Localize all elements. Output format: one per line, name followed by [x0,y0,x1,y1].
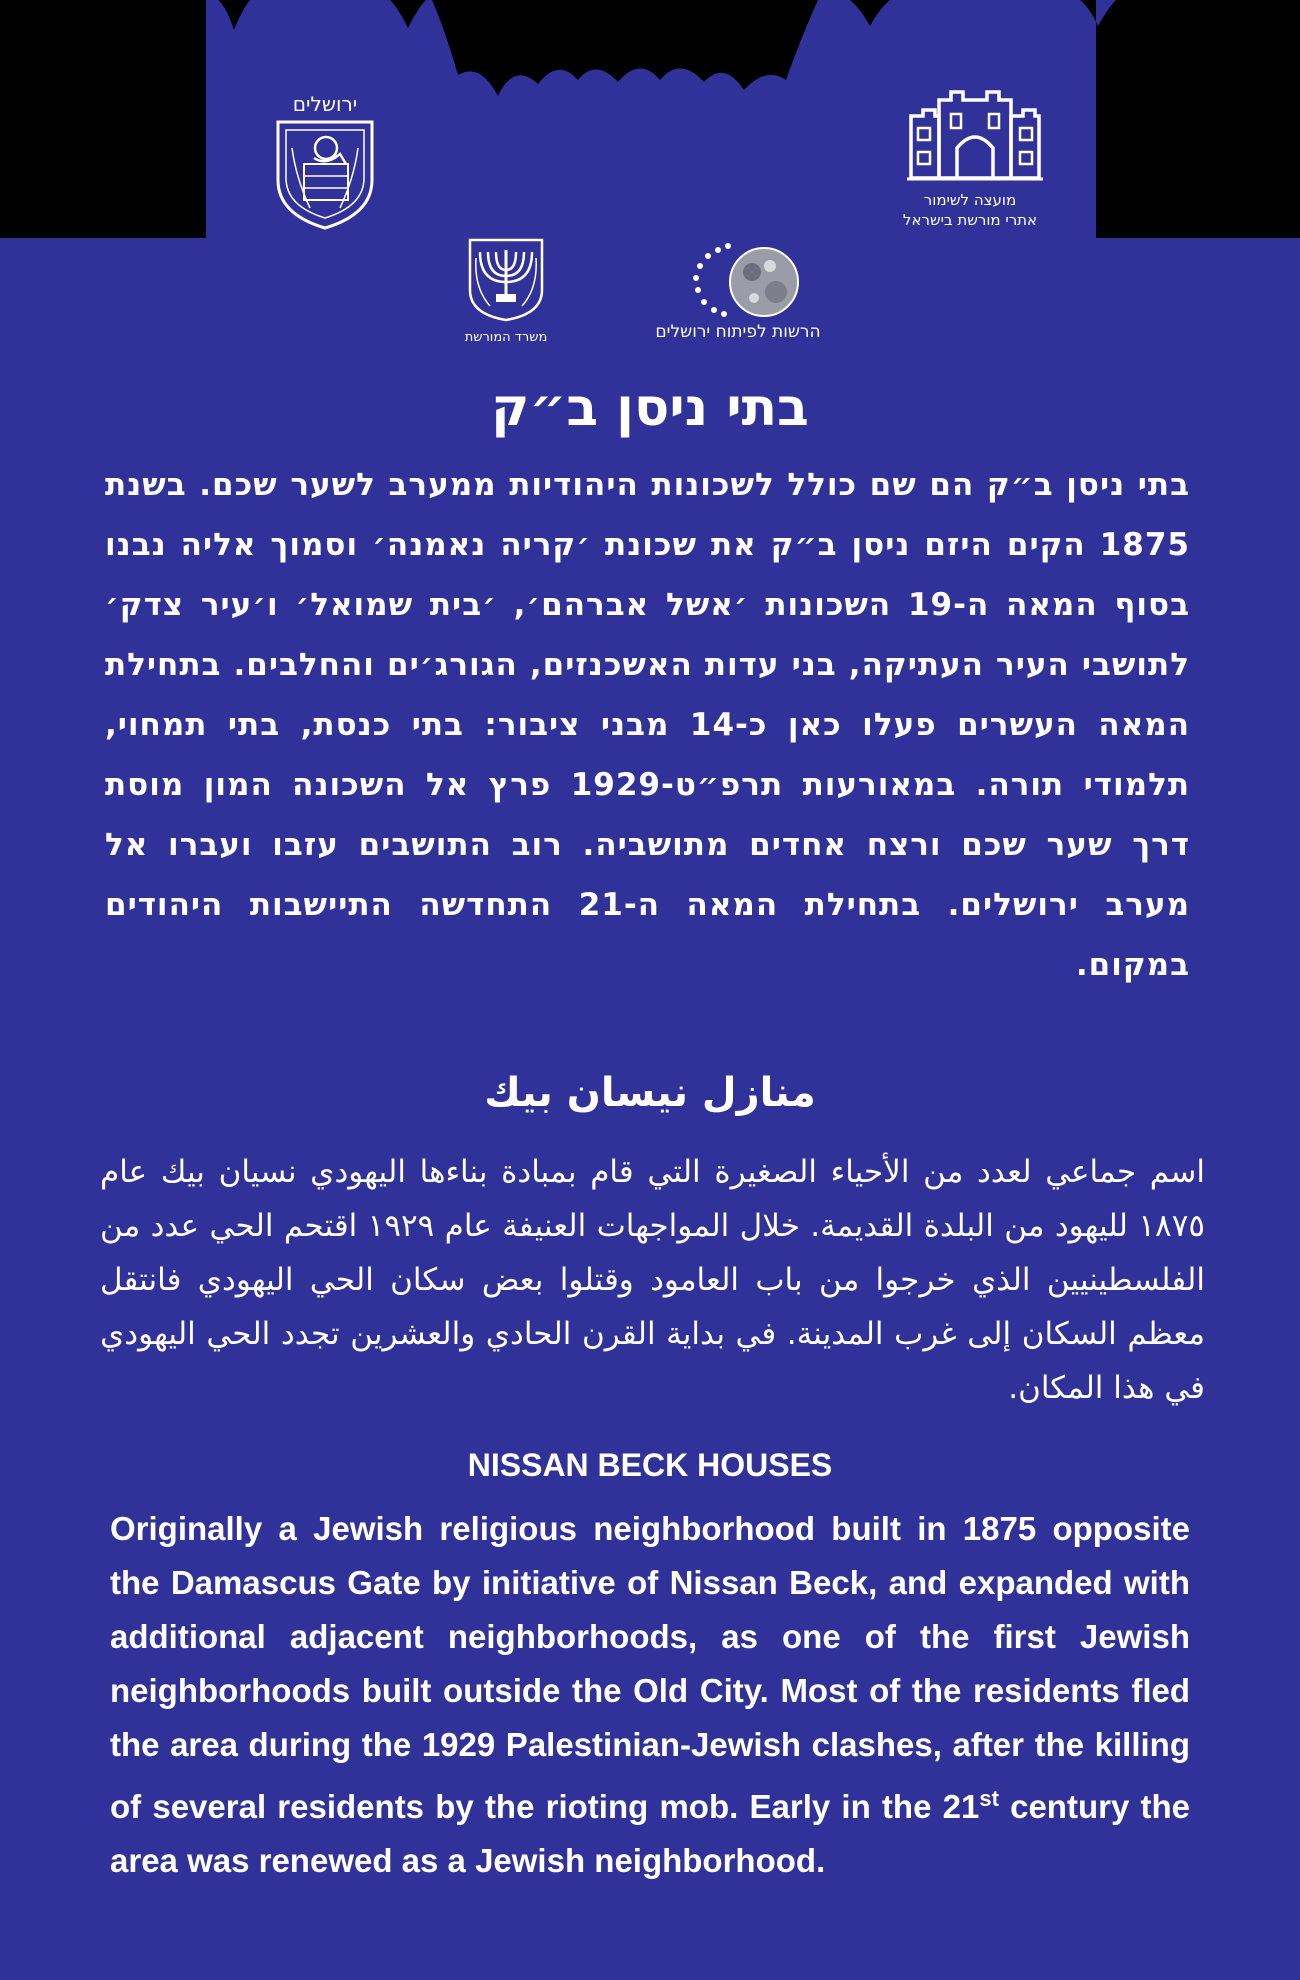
english-body-part2: century the area was renewed as a Jewish neighborhood. [110,1788,1191,1879]
arabic-body: اسم جماعي لعدد من الأحياء الصغيرة التي قام بمبادة بناءها اليهودي نسيان بيك عام ١٨٧٥ لليهود من البلدة القديمة. خلال المواجهات العنيفة عام ١٩٢٩ اقتحم الحي عدد من الفلسطينيين الذي خرجوا من باب العامود وقتلوا بعض سكان الحي اليهودي فانتقل معظم السكان إلى غرب المدينة. في بداية القرن الحادي والعشرين تجدد الحي اليهودي في هذا المكان. [100,1154,1205,1406]
heritage-council-caption [870,190,1070,230]
heritage-ministry-caption: משרד המורשת [464,330,548,345]
heritage-council-caption-line1: מועצה לשימור [923,191,1017,209]
english-body [110,1502,1190,1888]
globe-dots-icon [668,242,808,322]
jerusalem-emblem-logo [270,92,380,232]
arabic-title: منازل نيسان بيك [484,1070,816,1116]
english-body-part1: Originally a Jewish religious neighborhood built in 1875 opposite the Damascus Gate by initiative of Nissan Beck, and expanded with additional adjacent neighborhoods, as one of the first Jewish neighborhoods built outside the Old City. Most of the residents fled the area during the 1929 Palestinian-Jewish clashes, after the killing of several residents by the rioting mob. Early in the 21 [110,1510,1190,1825]
english-body-superscript: st [979,1786,999,1811]
lion-shield-icon [270,118,380,230]
jerusalem-development-authority-caption: הרשות לפיתוח ירושלים [655,322,821,342]
menorah-emblem-icon [466,238,546,322]
jerusalem-development-authority-logo [668,242,808,322]
jerusalem-logo-label: ירושלים [292,92,358,116]
heritage-council-caption-line2: אתרי מורשת בישראל [902,211,1038,229]
english-title: NISSAN BECK HOUSES [467,1447,833,1483]
heritage-ministry-logo [466,238,546,328]
hebrew-title: בתי ניסן ב״ק [491,378,809,438]
hebrew-body: בתי ניסן ב״ק הם שם כולל לשכונות היהודיות ממערב לשער שכם. בשנת 1875 הקים היזם ניסן ב״ק את שכונת ׳קריה נאמנה׳ וסמוך אליה נבנו בסוף המאה ה-19 השכונות ׳אשל אברהם׳, ׳בית שמואל׳ ו׳עיר צדק׳ לתושבי העיר העתיקה, בני עדות האשכנזים, הגורג׳ים והחלבים. בתחילת המאה העשרים פעלו כאן כ-14 מבני ציבור: בתי כנסת, בתי תמחוי, תלמודי תורה. במאורעות תרפ״ט-1929 פרץ אל השכונה המון מוסת דרך שער שכם ורצח אחדים מתושביה. רוב התושבים עזבו ועברו אל מערב ירושלים. בתחילת המאה ה-21 התחדשה התיישבות היהודים במקום. [105,467,1191,983]
historic-building-icon [905,86,1045,182]
